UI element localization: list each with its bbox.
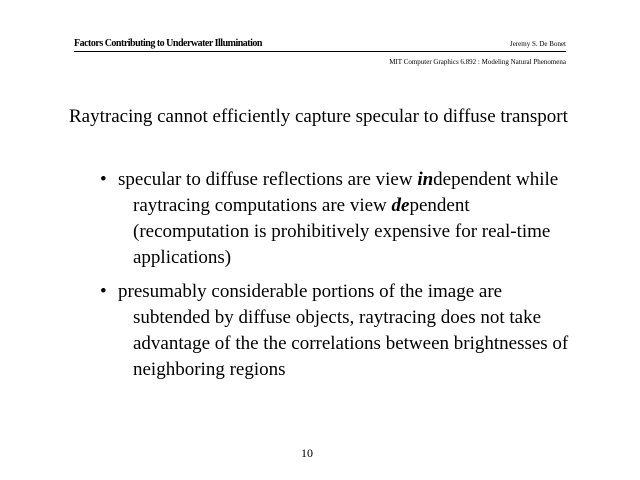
header-author: Jeremy S. De Bonet bbox=[510, 40, 566, 48]
bullet-marker: • bbox=[100, 281, 107, 302]
emphasis-in: in bbox=[417, 169, 434, 190]
bullet-text: presumably considerable portions of the image are subtended by diffuse objects, raytracing does not take advantage of the the correlations between brightnesses of neighboring regions bbox=[118, 281, 569, 380]
bullet-text-part: dependent while raytracing computations are view bbox=[133, 169, 559, 216]
slide-heading: Raytracing cannot efficiently capture specular to diffuse transport bbox=[69, 106, 568, 127]
bullet-text-part: pendent (recomputation is prohibitively expensive for real-time applications) bbox=[133, 195, 551, 268]
bullet-item-view-dependence bbox=[100, 167, 580, 271]
bullet-marker: • bbox=[100, 169, 107, 190]
emphasis-de: de bbox=[391, 195, 410, 216]
page-number: 10 bbox=[301, 446, 313, 460]
bullet-item-diffuse-correlation bbox=[100, 279, 580, 383]
bullet-text-part: specular to diffuse reflections are view bbox=[118, 169, 418, 190]
header-course: MIT Computer Graphics 6.892 : Modeling Natural Phenomena bbox=[389, 58, 566, 66]
header-title: Factors Contributing to Underwater Illumination bbox=[74, 38, 262, 49]
header-divider bbox=[74, 51, 566, 52]
bullet-list bbox=[100, 167, 580, 391]
